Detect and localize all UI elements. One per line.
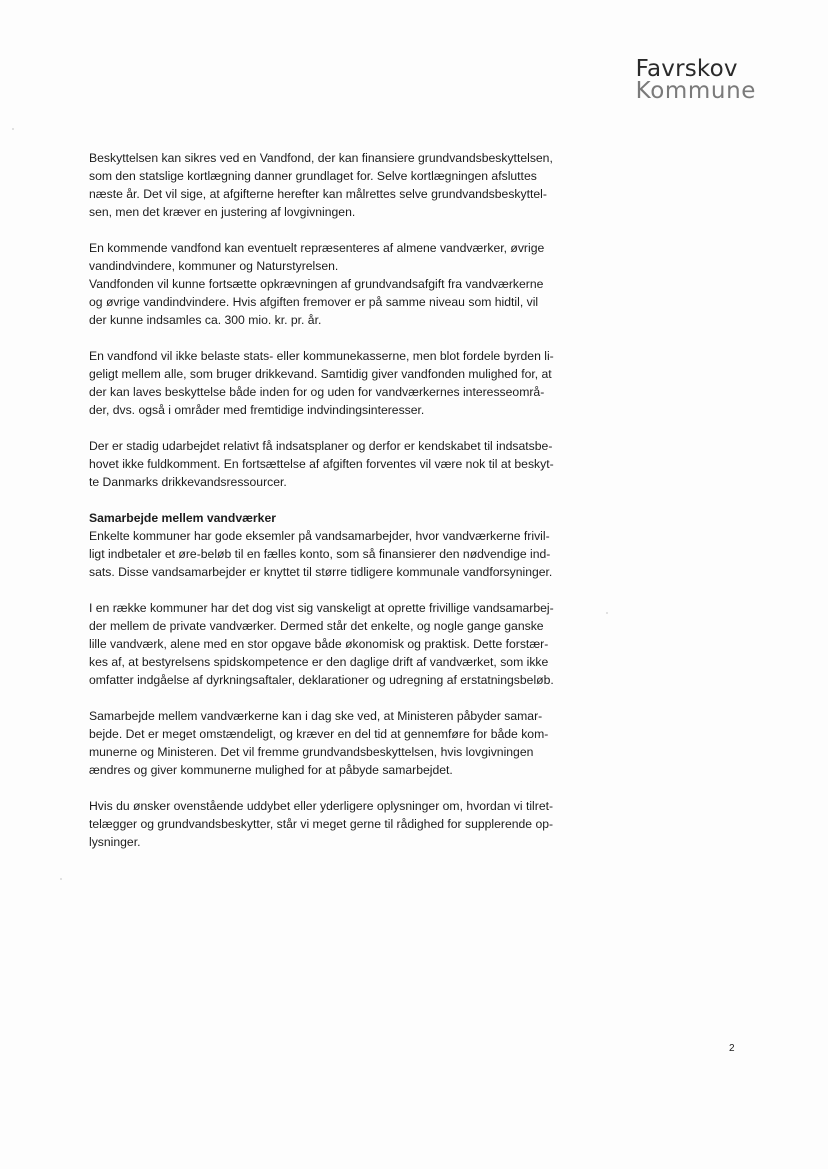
- paragraph: [89, 797, 594, 851]
- paragraph-line: bejde. Det er meget omstændeligt, og kræver en del tid at gennemføre for både kom-: [89, 727, 549, 741]
- paragraph-line: og øvrige vandindvindere. Hvis afgiften fremover er på samme niveau som hidtil, vil: [89, 295, 539, 309]
- paragraph-line: Samarbejde mellem vandværkerne kan i dag ske ved, at Ministeren påbyder samar-: [89, 709, 543, 723]
- paragraph: [89, 599, 594, 689]
- paragraph-line: som den statslige kortlægning danner grundlaget for. Selve kortlægningen afsluttes: [89, 169, 537, 183]
- page-number: 2: [729, 1043, 735, 1054]
- paragraph-line: ligt indbetaler et øre-beløb til en fælles konto, som så finansierer den nødvendige ind-: [89, 547, 551, 561]
- paragraph-line: munerne og Ministeren. Det vil fremme grundvandsbeskyttelsen, hvis lovgivningen: [89, 745, 534, 759]
- paragraph-line: Enkelte kommuner har gode eksemler på vandsamarbejder, hvor vandværkerne frivil-: [89, 529, 550, 543]
- paragraph-line: der kan laves beskyttelse både inden for og uden for vandværkernes interesseområ-: [89, 385, 545, 399]
- paragraph-line: te Danmarks drikkevandsressourcer.: [89, 475, 287, 489]
- paragraph-line: der kunne indsamles ca. 300 mio. kr. pr. år.: [89, 313, 322, 327]
- paragraph: [89, 437, 594, 491]
- letter-body: [89, 149, 594, 869]
- section-heading: Samarbejde mellem vandværker: [89, 511, 276, 525]
- paragraph-line: telægger og grundvandsbeskytter, står vi meget gerne til rådighed for supplerende op-: [89, 817, 554, 831]
- paragraph-line: vandindvindere, kommuner og Naturstyrelsen.: [89, 259, 339, 273]
- paragraph-line: der mellem de private vandværker. Dermed står det enkelte, og nogle gange ganske: [89, 619, 544, 633]
- paragraph-line: geligt mellem alle, som bruger drikkevand. Samtidig giver vandfonden mulighed for, at: [89, 367, 552, 381]
- paragraph: [89, 239, 594, 329]
- scan-speck: [12, 128, 14, 130]
- paragraph: [89, 707, 594, 779]
- paragraph-line: I en række kommuner har det dog vist sig vanskeligt at oprette frivillige vandsamarbej-: [89, 601, 554, 615]
- paragraph-line: kes af, at bestyrelsens spidskompetence er den daglige drift af vandværket, som ikke: [89, 655, 549, 669]
- paragraph-line: hovet ikke fuldkomment. En fortsættelse af afgiften forventes vil være nok til at beskyt-: [89, 457, 554, 471]
- scan-speck: [606, 612, 608, 614]
- paragraph-line: Beskyttelsen kan sikres ved en Vandfond, der kan finansiere grundvandsbeskyttelsen,: [89, 151, 553, 165]
- paragraph-line: En kommende vandfond kan eventuelt repræsenteres af almene vandværker, øvrige: [89, 241, 545, 255]
- paragraph-line: sats. Disse vandsamarbejder er knyttet til større tidligere kommunale vandforsyninger.: [89, 565, 553, 579]
- paragraph-line: næste år. Det vil sige, at afgifterne herefter kan målrettes selve grundvandsbeskyttel-: [89, 187, 547, 201]
- paragraph-line: ændres og giver kommunerne mulighed for at påbyde samarbejdet.: [89, 763, 453, 777]
- favrskov-kommune-logo: [636, 58, 756, 103]
- paragraph-line: En vandfond vil ikke belaste stats- eller kommunekasserne, men blot fordele byrden li-: [89, 349, 554, 363]
- paragraph-line: lysninger.: [89, 835, 141, 849]
- paragraph-line: sen, men det kræver en justering af lovgivningen.: [89, 205, 356, 219]
- paragraph-line: omfatter indgåelse af dyrkningsaftaler, deklarationer og udregning af erstatningsbeløb.: [89, 673, 554, 687]
- paragraph-line: lille vandværk, alene med en stor opgave både økonomisk og praktisk. Dette forstær-: [89, 637, 549, 651]
- paragraph-line: Der er stadig udarbejdet relativt få indsatsplaner og derfor er kendskabet til indsatsbe-: [89, 439, 553, 453]
- scan-speck: [60, 878, 62, 880]
- logo-line-favrskov: Favrskov: [635, 56, 738, 82]
- paragraph: [89, 347, 594, 419]
- logo-line-kommune: Kommune: [635, 78, 756, 104]
- paragraph: [89, 149, 594, 221]
- paragraph: [89, 509, 594, 581]
- paragraph-line: der, dvs. også i områder med fremtidige indvindingsinteresser.: [89, 403, 425, 417]
- paragraph-line: Hvis du ønsker ovenstående uddybet eller yderligere oplysninger om, hvordan vi tilret-: [89, 799, 554, 813]
- paragraph-line: Vandfonden vil kunne fortsætte opkrævningen af grundvandsafgift fra vandværkerne: [89, 277, 544, 291]
